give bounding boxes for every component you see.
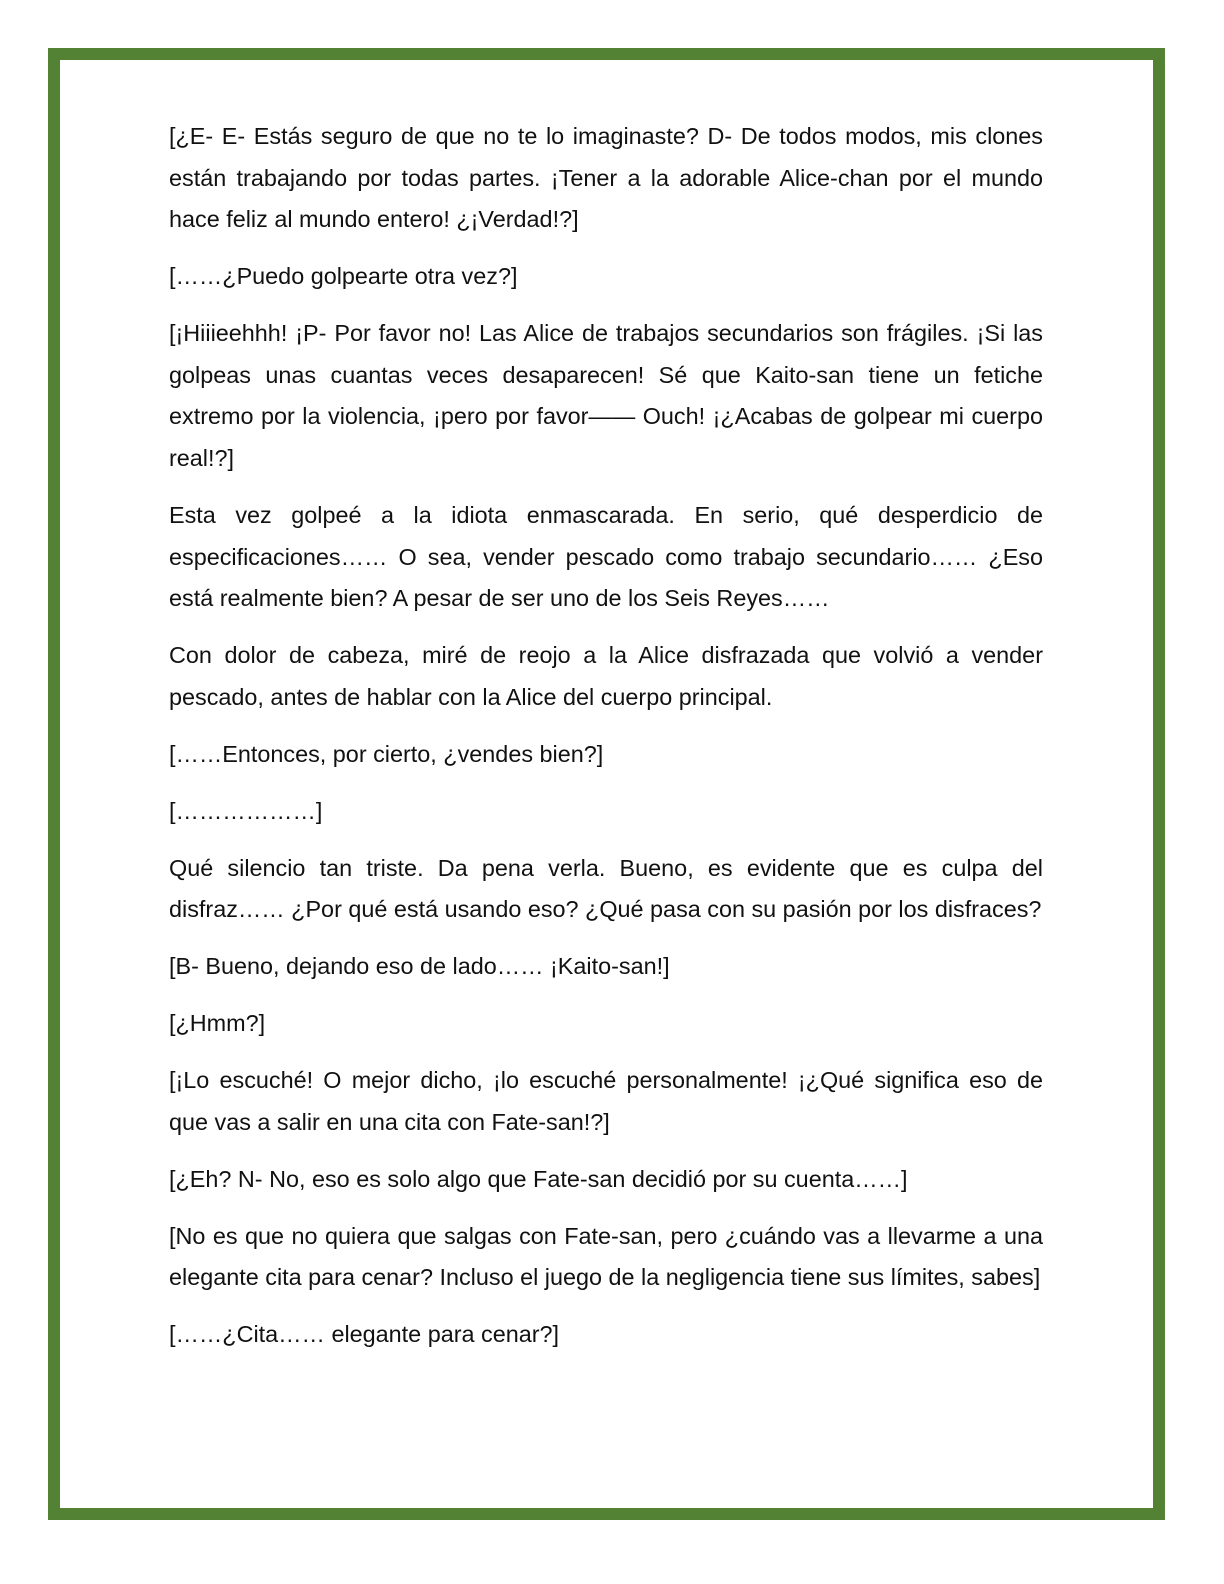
- document-body: [169, 116, 1043, 1371]
- paragraph-11: [¡Lo escuché! O mejor dicho, ¡lo escuché personalmente! ¡¿Qué significa eso de que vas a salir en una cita con Fate-san!?]: [169, 1067, 1043, 1135]
- paragraph-2: [……¿Puedo golpearte otra vez?]: [169, 263, 518, 290]
- paragraph-4: Esta vez golpeé a la idiota enmascarada. En serio, qué desperdicio de especificaciones…… O sea, vender pescado como trabajo secundario…… ¿Eso está realmente bien? A pesar de ser uno de los Seis Reyes……: [169, 501, 1043, 612]
- paragraph-8: Qué silencio tan triste. Da pena verla. Bueno, es evidente que es culpa del disfraz…… ¿Por qué está usando eso? ¿Qué pasa con su pasión por los disfraces?: [169, 854, 1043, 923]
- paragraph-1: [¿E- E- Estás seguro de que no te lo imaginaste? D- De todos modos, mis clones están trabajando por todas partes. ¡Tener a la adorable Alice-chan por el mundo hace feliz al mundo entero! ¿¡Verdad!?]: [169, 123, 1043, 233]
- paragraph-12: [¿Eh? N- No, eso es solo algo que Fate-san decidió por su cuenta……]: [169, 1165, 908, 1192]
- paragraph-5: Con dolor de cabeza, miré de reojo a la Alice disfrazada que volvió a vender pescado, antes de hablar con la Alice del cuerpo principal.: [169, 642, 1043, 710]
- paragraph-13: [No es que no quiera que salgas con Fate-san, pero ¿cuándo vas a llevarme a una elegante cita para cenar? Incluso el juego de la negligencia tiene sus límites, sabes]: [169, 1222, 1043, 1291]
- paragraph-3: [¡Hiiieehhh! ¡P- Por favor no! Las Alice de trabajos secundarios son frágiles. ¡Si las golpeas unas cuantas veces desaparecen! Sé que Kaito-san tiene un fetiche extremo por la violencia, ¡pero por favor—— Ouch! ¡¿Acabas de golpear mi cuerpo real!?]: [169, 320, 1043, 471]
- paragraph-6: [……Entonces, por cierto, ¿vendes bien?]: [169, 740, 604, 767]
- paragraph-10: [¿Hmm?]: [169, 1010, 266, 1037]
- paragraph-14: [……¿Cita…… elegante para cenar?]: [169, 1321, 560, 1348]
- paragraph-7: [………………]: [169, 797, 323, 824]
- paragraph-9: [B- Bueno, dejando eso de lado…… ¡Kaito-san!]: [169, 953, 670, 980]
